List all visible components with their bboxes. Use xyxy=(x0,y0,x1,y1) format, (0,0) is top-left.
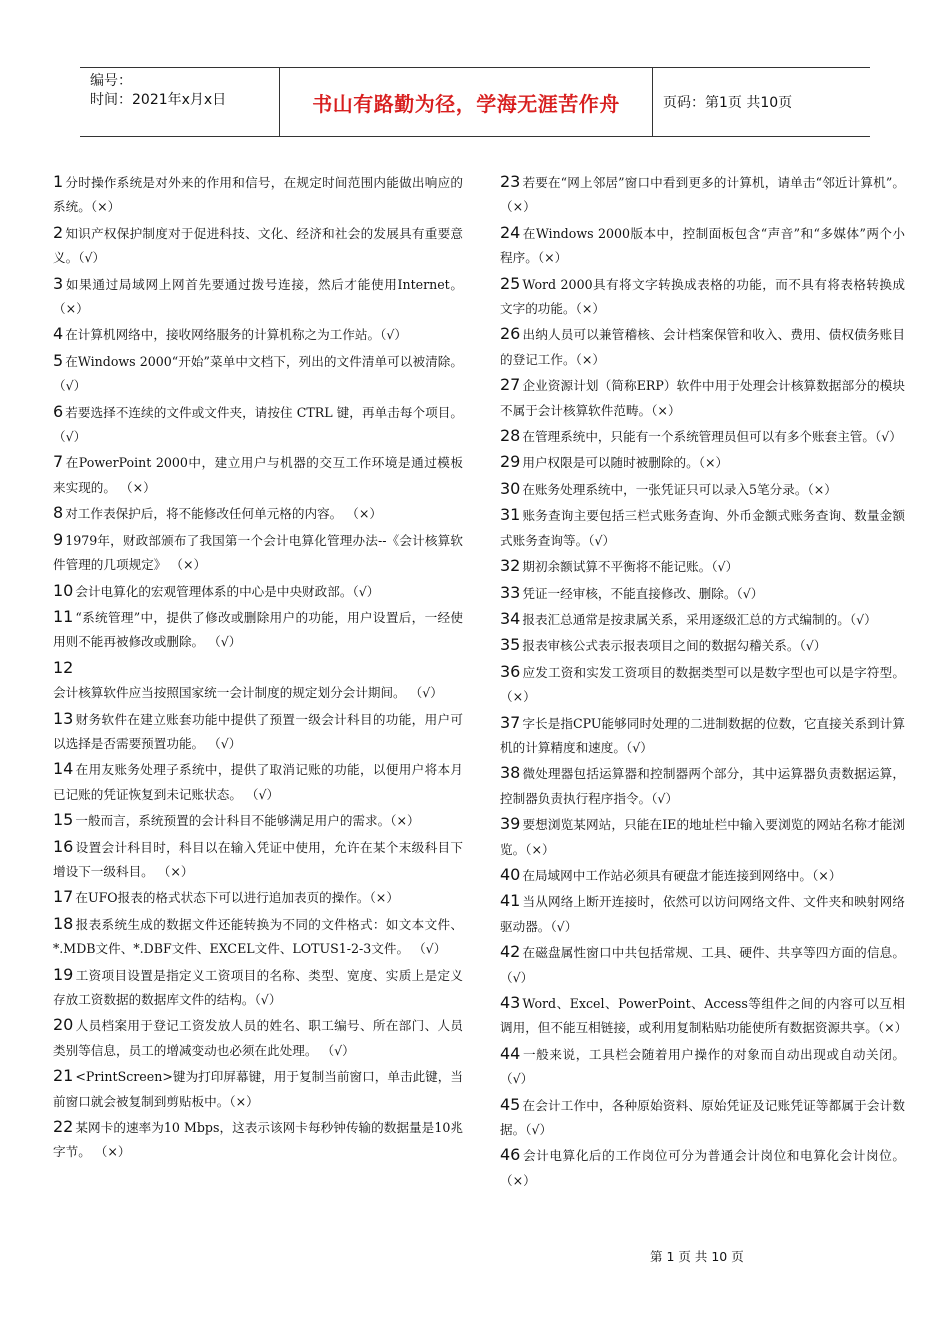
question-item xyxy=(500,607,905,632)
question-item xyxy=(53,272,463,322)
question-number: 12 xyxy=(53,657,74,677)
question-text: 应发工资和实发工资项目的数据类型可以是数字型也可以是字符型。（×） xyxy=(500,664,905,705)
question-number: 27 xyxy=(500,375,521,395)
question-item xyxy=(500,1143,905,1193)
question-number: 45 xyxy=(500,1094,521,1114)
question-item xyxy=(500,711,905,761)
question-text: 1979年，财政部颁布了我国第一个会计电算化管理办法--《会计核算软件管理的几项规定》 （×） xyxy=(53,532,463,573)
question-number: 34 xyxy=(500,608,521,628)
question-item xyxy=(500,660,905,710)
question-text: 会计电算化后的工作岗位可分为普通会计岗位和电算化会计岗位。（×） xyxy=(500,1148,905,1188)
question-text: 若要选择不连续的文件或文件夹，请按住 CTRL 键，再单击每个项目。 （√） xyxy=(53,404,463,445)
question-text: 人员档案用于登记工资发放人员的姓名、职工编号、所在部门、人员类别等信息，员工的增减变动也必须在此处理。 （√） xyxy=(53,1018,463,1058)
question-item xyxy=(500,940,905,990)
question-number: 20 xyxy=(53,1015,74,1035)
question-item xyxy=(500,450,905,475)
question-item xyxy=(500,272,905,322)
question-text: 在账务处理系统中，一张凭证只可以录入5笔分录。（×） xyxy=(522,481,837,497)
question-number: 18 xyxy=(53,913,74,933)
question-number: 38 xyxy=(500,763,521,783)
question-item xyxy=(53,707,463,757)
question-number: 24 xyxy=(500,222,521,242)
question-item xyxy=(53,656,463,706)
question-text: 账务查询主要包括三栏式账务查询、外币金额式账务查询、数量金额式账务查询等。（√） xyxy=(500,508,905,548)
question-number: 23 xyxy=(500,172,521,191)
question-text: 对工作表保护后，将不能修改任何单元格的内容。 （×） xyxy=(65,506,382,522)
question-number: 33 xyxy=(500,582,521,602)
question-number: 25 xyxy=(500,273,521,293)
question-number: 32 xyxy=(500,556,521,576)
header-meta xyxy=(80,68,280,136)
question-item xyxy=(53,501,463,526)
question-text: 在计算机网络中，接收网络服务的计算机称之为工作站。（√） xyxy=(65,327,407,343)
question-number: 28 xyxy=(500,426,521,446)
left-column xyxy=(53,170,463,1166)
doc-time-label: 时间：2021年x月x日 xyxy=(90,92,227,108)
question-text: 凭证一经审核，不能直接修改、删除。（√） xyxy=(522,585,764,601)
question-item xyxy=(500,373,905,423)
question-text: 某网卡的速率为10 Mbps，这表示该网卡每秒钟传输的数据量是10兆字节。 （×） xyxy=(53,1120,463,1160)
question-item xyxy=(500,581,905,606)
question-item xyxy=(53,579,463,604)
question-item xyxy=(53,450,463,500)
question-text: 会计核算软件应当按照国家统一会计制度的规定划分会计期间。 （√） xyxy=(53,685,443,701)
question-text: 出纳人员可以兼管稽核、会计档案保管和收入、费用、债权债务账目的登记工作。（×） xyxy=(500,327,905,367)
right-column xyxy=(500,170,908,1194)
question-text: 若要在“网上邻居”窗口中看到更多的计算机，请单击“邻近计算机”。（×） xyxy=(500,175,905,215)
question-item xyxy=(500,761,905,811)
question-text: 在Windows 2000版本中，控制面板包含“声音”和“多媒体”两个小程序。（×） xyxy=(500,225,905,266)
question-text: 在用友账务处理子系统中，提供了取消记账的功能，以便用户将本月已记账的凭证恢复到未记账状态。 （√） xyxy=(53,762,463,802)
question-item xyxy=(53,528,463,578)
question-text: 财务软件在建立账套功能中提供了预置一级会计科目的功能，用户可以选择是否需要预置功能。 （√） xyxy=(53,711,463,751)
question-item xyxy=(53,322,463,347)
question-item xyxy=(500,1093,905,1143)
question-text: 在会计工作中，各种原始资料、原始凭证及记账凭证等都属于会计数据。（√） xyxy=(500,1097,905,1138)
question-number: 41 xyxy=(500,891,521,911)
doc-number-label: 编号： xyxy=(90,73,132,89)
question-text: 工资项目设置是指定义工资项目的名称、类型、宽度、实质上是定义存放工资数据的数据库文件的结构。（√） xyxy=(53,967,463,1007)
question-item xyxy=(500,633,905,658)
question-text: <PrintScreen>键为打印屏幕键，用于复制当前窗口，单击此键，当前窗口就会被复制到剪贴板中。（×） xyxy=(53,1069,463,1109)
header-table xyxy=(80,67,870,137)
question-number: 40 xyxy=(500,864,521,884)
question-text: Word、Excel、PowerPoint、Access等组件之间的内容可以互相调用，但不能互相链接，或利用复制粘贴功能使所有数据资源共享。（×） xyxy=(500,996,908,1036)
question-item xyxy=(500,554,905,579)
question-item xyxy=(500,322,905,372)
header-page-label: 页码：第1页 共10页 xyxy=(663,95,793,111)
question-number: 17 xyxy=(53,887,74,907)
question-text: 报表系统生成的数据文件还能转换为不同的文件格式：如文本文件、*.MDB文件、*.DBF文件、EXCEL文件、LOTUS1-2-3文件。 （√） xyxy=(53,916,463,957)
question-text: 报表汇总通常是按隶属关系，采用逐级汇总的方式编制的。（√） xyxy=(522,611,877,627)
question-number: 14 xyxy=(53,759,74,779)
question-number: 35 xyxy=(500,635,521,655)
question-number: 37 xyxy=(500,712,521,732)
question-number: 26 xyxy=(500,324,521,344)
question-text: 企业资源计划（简称ERP）软件中用于处理会计核算数据部分的模块不属于会计核算软件范畴。（×） xyxy=(500,378,905,418)
question-number: 31 xyxy=(500,505,521,525)
question-item xyxy=(53,1013,463,1063)
question-text: 在局域网中工作站必须具有硬盘才能连接到网络中。（×） xyxy=(522,867,842,883)
question-number: 19 xyxy=(53,964,74,984)
question-text: 要想浏览某网站，只能在IE的地址栏中输入要浏览的网站名称才能浏览。（×） xyxy=(500,817,905,857)
question-text: Word 2000具有将文字转换成表格的功能，而不具有将表格转换成文字的功能。（×） xyxy=(500,276,905,317)
question-number: 5 xyxy=(53,350,64,370)
question-item xyxy=(53,349,463,399)
question-item xyxy=(500,424,905,449)
question-item xyxy=(53,1064,463,1114)
question-item xyxy=(500,503,905,553)
question-number: 9 xyxy=(53,529,64,549)
question-item xyxy=(53,221,463,271)
question-number: 30 xyxy=(500,478,521,498)
question-text: 在磁盘属性窗口中共包括常规、工具、硬件、共享等四方面的信息。（√） xyxy=(500,945,905,985)
question-item xyxy=(500,170,905,220)
question-item xyxy=(53,1115,463,1165)
question-text: 在管理系统中，只能有一个系统管理员但可以有多个账套主管。（√） xyxy=(522,429,902,445)
question-text: 知识产权保护制度对于促进科技、文化、经济和社会的发展具有重要意义。（√） xyxy=(53,225,463,266)
question-item xyxy=(500,889,905,939)
question-item xyxy=(53,170,463,220)
question-text: “系统管理”中，提供了修改或删除用户的功能，用户设置后，一经使用则不能再被修改或删除。 （√） xyxy=(53,609,463,650)
question-text: 一般来说，工具栏会随着用户操作的对象而自动出现或自动关闭。（√） xyxy=(500,1046,905,1087)
question-number: 15 xyxy=(53,810,74,830)
question-item xyxy=(500,863,905,888)
question-number: 42 xyxy=(500,942,521,962)
question-item xyxy=(53,963,463,1013)
question-text: 如果通过局域网上网首先要通过拨号连接，然后才能使用Internet。 （×） xyxy=(53,276,463,317)
question-text: 用户权限是可以随时被删除的。（×） xyxy=(522,455,729,471)
question-text: 期初余额试算不平衡将不能记账。（√） xyxy=(522,559,739,575)
question-text: 设置会计科目时，科目以在输入凭证中使用，允许在某个末级科目下增设下一级科目。 （×） xyxy=(53,839,463,879)
question-text: 分时操作系统是对外来的作用和信号，在规定时间范围内能做出响应的系统。（×） xyxy=(53,175,463,215)
question-number: 11 xyxy=(53,606,74,626)
question-item xyxy=(53,605,463,655)
question-number: 44 xyxy=(500,1043,521,1063)
question-number: 46 xyxy=(500,1145,521,1165)
question-item xyxy=(500,221,905,271)
question-number: 4 xyxy=(53,324,64,344)
question-number: 3 xyxy=(53,273,64,293)
question-number: 8 xyxy=(53,503,64,523)
question-number: 13 xyxy=(53,708,74,728)
header-motto: 书山有路勤为径，学海无涯苦作舟 xyxy=(280,68,653,136)
question-text: 在PowerPoint 2000中，建立用户与机器的交互工作环境是通过模板来实现的。 （×） xyxy=(53,455,463,495)
question-text: 字长是指CPU能够同时处理的二进制数据的位数，它直接关系到计算机的计算精度和速度。（√） xyxy=(500,715,905,755)
question-text: 一般而言，系统预置的会计科目不能够满足用户的需求。（×） xyxy=(75,813,420,829)
question-number: 43 xyxy=(500,993,521,1012)
question-number: 2 xyxy=(53,222,64,242)
question-number: 39 xyxy=(500,814,521,834)
question-number: 6 xyxy=(53,401,64,421)
question-number: 10 xyxy=(53,580,74,600)
page-footer: 第 1 页 共 10 页 xyxy=(650,1249,744,1264)
question-item xyxy=(53,835,463,885)
question-number: 21 xyxy=(53,1066,74,1086)
question-item xyxy=(500,991,908,1041)
question-item xyxy=(53,912,463,962)
question-item xyxy=(53,808,463,833)
question-item xyxy=(53,400,463,450)
question-text: 在Windows 2000“开始”菜单中文档下，列出的文件清单可以被清除。 （√） xyxy=(53,353,463,394)
question-text: 在UFO报表的格式状态下可以进行追加表页的操作。（×） xyxy=(75,890,399,906)
question-text: 微处理器包括运算器和控制器两个部分，其中运算器负责数据运算，控制器负责执行程序指令。（√） xyxy=(500,766,905,806)
question-text: 当从网络上断开连接时，依然可以访问网络文件、文件夹和映射网络驱动器。（√） xyxy=(500,894,905,934)
question-item xyxy=(53,885,463,910)
question-item xyxy=(500,812,905,862)
question-text: 会计电算化的宏观管理体系的中心是中央财政部。（√） xyxy=(75,583,380,599)
question-item xyxy=(53,757,463,807)
question-number: 7 xyxy=(53,452,64,472)
question-number: 16 xyxy=(53,836,74,856)
question-number: 36 xyxy=(500,661,521,681)
question-number: 29 xyxy=(500,452,521,472)
question-text: 报表审核公式表示报表项目之间的数据勾稽关系。（√） xyxy=(522,638,827,654)
question-item xyxy=(500,1042,905,1092)
question-item xyxy=(500,477,905,502)
question-number: 22 xyxy=(53,1117,74,1137)
question-number: 1 xyxy=(53,172,64,191)
